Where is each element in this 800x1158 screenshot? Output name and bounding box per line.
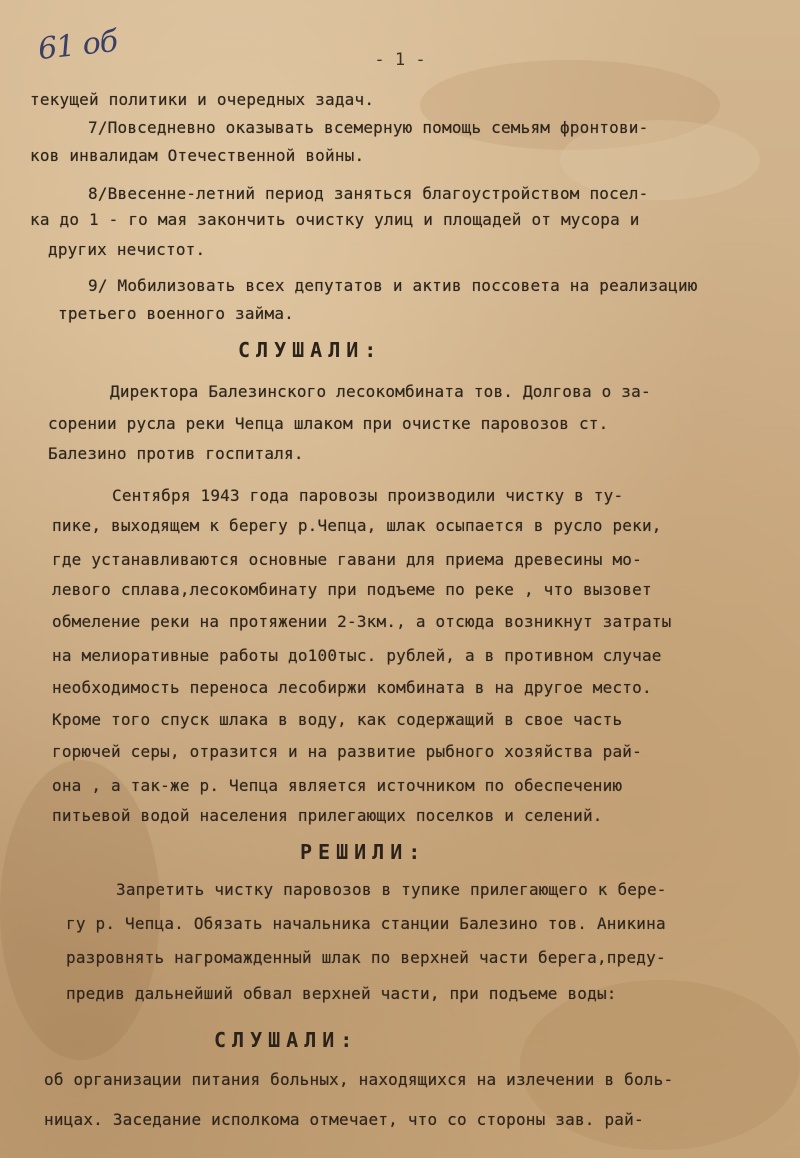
text-line: предив дальнейший обвал верхней части, при подъеме воды:: [66, 984, 617, 1003]
text-line: третьего военного займа.: [58, 304, 294, 323]
text-line: левого сплава,лесокомбинату при подъеме по реке , что вызовет: [52, 580, 652, 599]
text-line: Директора Балезинского лесокомбината тов. Долгова о за-: [110, 382, 651, 401]
text-line: 9/ Мобилизовать всех депутатов и актив поссовета на реализацию: [88, 276, 698, 295]
text-line: ницах. Заседание исполкома отмечает, что со стороны зав. рай-: [44, 1110, 644, 1129]
section-heading-slushali: СЛУШАЛИ:: [238, 338, 383, 362]
text-line: Запретить чистку паровозов в тупике прилегающего к бере-: [116, 880, 667, 899]
text-line: обмеление реки на протяжении 2-3км., а отсюда возникнут затраты: [52, 612, 672, 631]
text-line: питьевой водой населения прилегающих поселков и селений.: [52, 806, 603, 825]
text-line: об организации питания больных, находящихся на излечении в боль-: [44, 1070, 674, 1089]
text-line: на мелиоративные работы до100тыс. рублей, а в противном случае: [52, 646, 662, 665]
text-line: 7/Повседневно оказывать всемерную помощь семьям фронтови-: [88, 118, 649, 137]
text-line: гу р. Чепца. Обязать начальника станции Балезино тов. Аникина: [66, 914, 666, 933]
section-heading-reshili: РЕШИЛИ:: [300, 840, 427, 864]
paper-stain: [0, 760, 160, 1060]
text-line: 8/Ввесенне-летний период заняться благоустройством посел-: [88, 184, 649, 203]
text-line: необходимость переноса лесобиржи комбината в на другое место.: [52, 678, 652, 697]
text-line: других нечистот.: [48, 240, 206, 259]
text-line: текущей политики и очередных задач.: [30, 90, 375, 109]
page-number: - 1 -: [374, 50, 426, 70]
text-line: ка до 1 - го мая закончить очистку улиц и площадей от мусора и: [30, 210, 640, 229]
text-line: Кроме того спуск шлака в воду, как содержащий в свое часть: [52, 710, 623, 729]
text-line: ков инвалидам Отечественной войны.: [30, 146, 365, 165]
text-line: пике, выходящем к берегу р.Чепца, шлак осыпается в русло реки,: [52, 516, 662, 535]
text-line: Балезино против госпиталя.: [48, 444, 304, 463]
text-line: сорении русла реки Чепца шлаком при очистке паровозов ст.: [48, 414, 609, 433]
text-line: горючей серы, отразится и на развитие рыбного хозяйства рай-: [52, 742, 642, 761]
section-heading-slushali-2: СЛУШАЛИ:: [214, 1028, 359, 1052]
text-line: разровнять нагромажденный шлак по верхней части берега,преду-: [66, 948, 666, 967]
text-line: Сентября 1943 года паровозы производили чистку в ту-: [112, 486, 624, 505]
archive-sheet-number: 61 об: [36, 23, 119, 68]
text-line: где устанавливаются основные гавани для приема древесины мо-: [52, 550, 642, 569]
text-line: она , а так-же р. Чепца является источником по обеспечению: [52, 776, 623, 795]
